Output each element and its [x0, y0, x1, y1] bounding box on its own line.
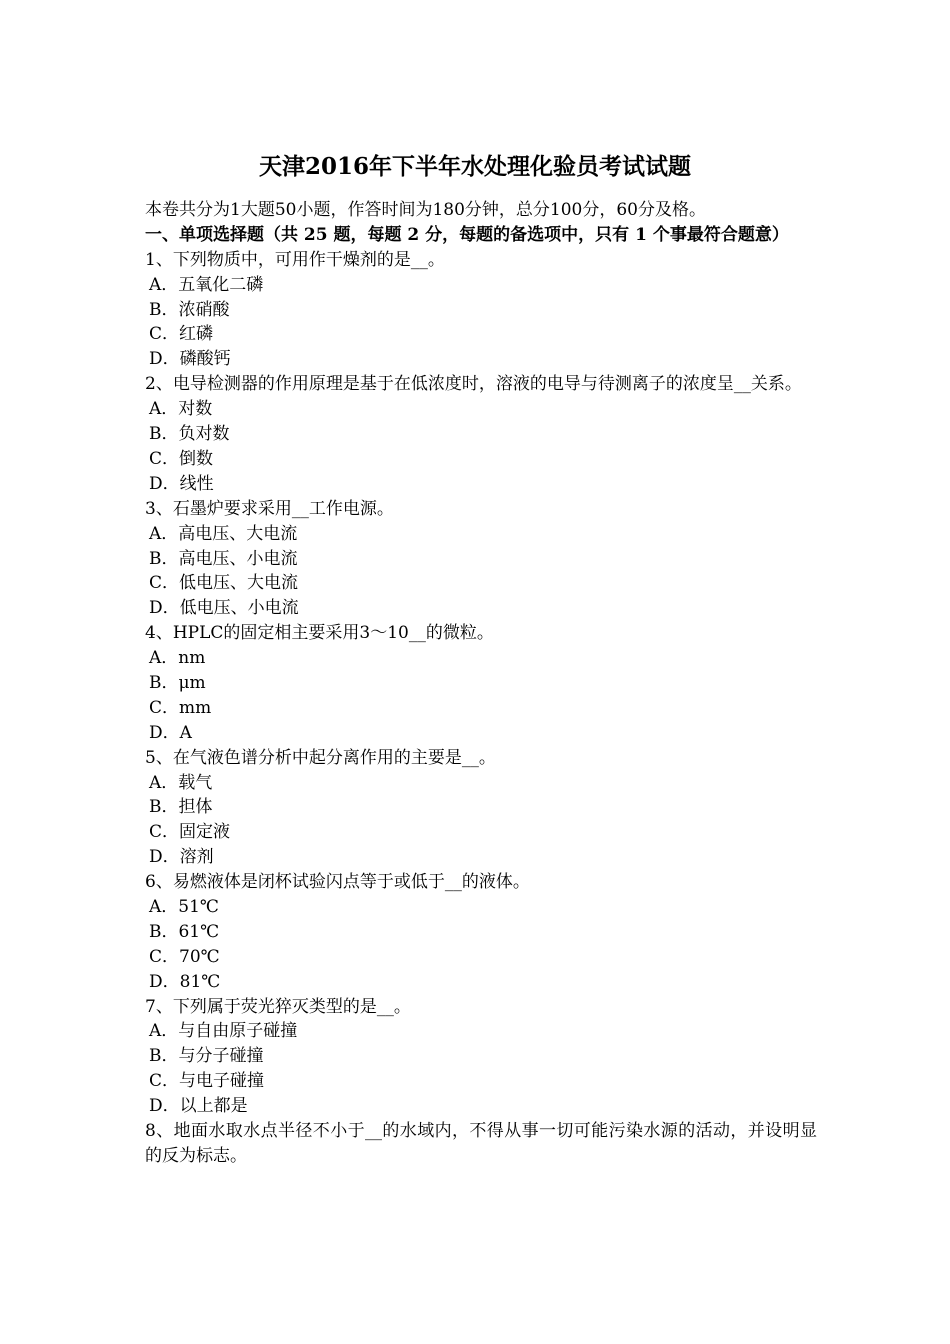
option-c: C．固定液: [149, 822, 231, 843]
question-3: [145, 497, 817, 621]
option-a: A．五氧化二磷: [149, 274, 264, 295]
option-c: C．低电压、大电流: [149, 573, 299, 594]
option-a: A．nm: [149, 648, 206, 669]
question-stem: 2、电导检测器的作用原理是基于在低浓度时，溶液的电导与待测离子的浓度呈__关系。: [145, 374, 802, 395]
question-stem: 5、在气液色谱分析中起分离作用的主要是__。: [145, 747, 496, 768]
question-stem: 4、HPLC的固定相主要采用3～10__的微粒。: [145, 623, 494, 644]
option-d: D．线性: [149, 473, 214, 494]
option-d: D．A: [149, 722, 192, 743]
question-2: [145, 372, 817, 496]
option-b: B．与分子碰撞: [149, 1046, 264, 1067]
option-c: C．70℃: [149, 946, 220, 967]
option-d: D．溶剂: [149, 847, 214, 868]
option-b: B．高电压、小电流: [149, 548, 298, 569]
question-stem: 6、易燃液体是闭杯试验闪点等于或低于__的液体。: [145, 872, 530, 893]
question-6: [145, 870, 817, 994]
option-b: B．浓硝酸: [149, 299, 230, 320]
option-a: A．对数: [149, 399, 213, 420]
option-d: D．以上都是: [149, 1096, 248, 1117]
option-a: A．载气: [149, 772, 213, 793]
option-b: B．61℃: [149, 921, 220, 942]
question-stem: 8、地面水取水点半径不小于__的水域内，不得从事一切可能污染水源的活动，并设明显的反为标志。: [145, 1120, 817, 1166]
option-a: A．51℃: [149, 896, 219, 917]
question-5: [145, 746, 817, 870]
section-heading: 一、单项选择题（共 25 题，每题 2 分，每题的备选项中，只有 1 个事最符合题意）: [145, 224, 789, 245]
option-b: B．μm: [149, 672, 206, 693]
question-stem: 3、石墨炉要求采用__工作电源。: [145, 498, 394, 519]
option-d: D．81℃: [149, 971, 221, 992]
option-c: C．红磷: [149, 324, 214, 345]
option-b: B．负对数: [149, 424, 230, 445]
question-stem: 7、下列属于荧光猝灭类型的是__。: [145, 996, 411, 1017]
question-stem: 1、下列物质中，可用作干燥剂的是__。: [145, 249, 445, 270]
option-a: A．与自由原子碰撞: [149, 1021, 298, 1042]
question-7: [145, 995, 817, 1119]
question-8: [145, 1119, 817, 1169]
option-c: C．倒数: [149, 448, 214, 469]
document-body: [145, 198, 817, 1169]
option-c: C．mm: [149, 697, 212, 718]
question-4: [145, 621, 817, 745]
page-title: 天津2016年下半年水处理化验员考试试题: [258, 153, 691, 180]
option-c: C．与电子碰撞: [149, 1071, 265, 1092]
exam-intro: 本卷共分为1大题50小题，作答时间为180分钟，总分100分，60分及格。: [145, 200, 706, 220]
option-d: D．低电压、小电流: [149, 598, 299, 619]
question-1: [145, 248, 817, 372]
option-d: D．磷酸钙: [149, 349, 231, 370]
option-b: B．担体: [149, 797, 213, 818]
option-a: A．高电压、大电流: [149, 523, 298, 544]
